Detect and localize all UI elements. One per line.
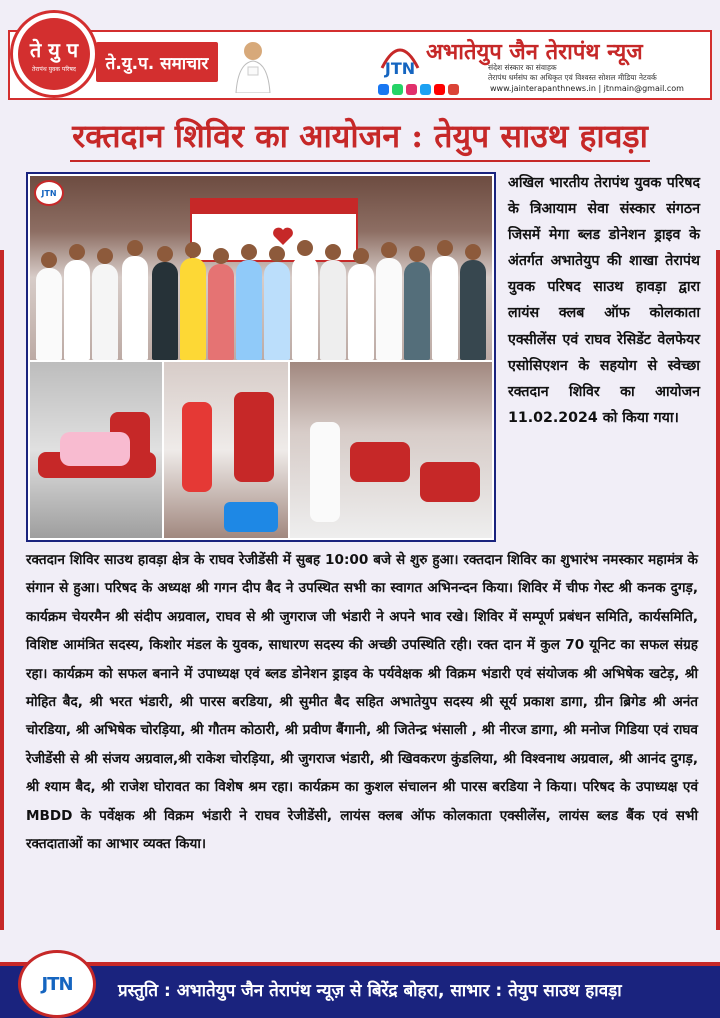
title-underline [70,160,650,162]
social-icons [378,84,459,95]
photo-collage [26,172,496,542]
acharya-portrait-icon [228,36,278,94]
donor-photo-right [290,362,492,538]
body-paragraph: रक्तदान शिविर साउथ हावड़ा क्षेत्र के राघव रेजीडेंसी में सुबह 10:00 बजे से शुरु हुआ। रक्तदान शिविर का शुभारंभ नमस्कार महामंत्र के संगान से हुआ। परिषद के अध्यक्ष श्री गगन दीप बैद ने उपस्थित सभी का स्वागत अभिनन्दन किया। शिविर में चीफ गेस्ट श्री कनक दुगड़, कार्यक्रम चेयरमैन श्री संदीप अग्रवाल, राघव से श्री जुगराज जी भंडारी ने अपने भाव रखे। शिविर में सम्पूर्ण प्रबंधन समिति, कार्यसमिति, विशिष्ट आमंत्रित सदस्य, किशोर मंडल के युवक, साधारण सदस्य की अच्छी उपस्थिति रही। रक्त दान में कुल 70 यूनिट का सफल संग्रह रहा। कार्यक्रम को सफल बनाने में उपाध्यक्ष एवं ब्लड डोनेशन ड्राइव के पर्यवेक्षक श्री विक्रम भंडारी एवं संयोजक श्री अभिषेक खटेड़, श्री मोहित बैद, श्री भरत भंडारी, श्री पारस बरडिया, श्री सुमीत बैद सहित अभातेयुप सदस्य श्री सूर्य प्रकाश डागा, ग्रीन ब्रिगेड श्री अनंत चोरडिया, श्री अभिषेक चोरड़िया, श्री गौतम कोठारी, श्री प्रवीण बैंगानी, श्री जितेन्द्र भंसाली , श्री नीरज डागा, श्री मनोज गिडिया एवं राघव रेजीडेंसी से श्री संजय अग्रवाल,श्री राकेश चोरड़िया, श्री जुगराज भंडारी, श्री खिवकरण कुंडलिया, श्री विश्वनाथ अग्रवाल, श्री आनंद दुगड़, श्री श्याम बैद, श्री राजेश घोरावत का विशेष श्रम रहा। कार्यक्रम का कुशल संचालन श्री पारस बरडिया ने किया। परिषद के उपाध्यक्ष एवं MBDD के पर्वेक्षक श्री विक्रम भंडारी ने राघव रेजीडेंसी, लायंस क्लब ऑफ कोलकाता एक्सीलेंस, लायंस ब्लड बैंक एवं सभी रक्तदाताओं का आभार व्यक्त किया। [26,552,698,853]
intro-paragraph: अखिल भारतीय तेरापंथ युवक परिषद के त्रिआयाम सेवा संस्कार संगठन जिसमें मेगा ब्लड डोनेशन ड्राइव के अंतर्गत अभातेयुप की शाखा तेरापंथ युवक परिषद साउथ हावड़ा द्वारा लायंस क्लब ऑफ कोलकाता एक्सीलेंस एवं राघव रेसिडेंट वेलफेयर एसोसिएशन के सहयोग से स्वेच्छा रक्तदान शिविर का आयोजन 11.02.2024 को किया गया। [508,175,700,426]
instagram-icon[interactable] [406,84,417,95]
right-accent-bar [716,250,720,930]
jtn-title: अभातेयुप जैन तेरापंथ न्यूज [426,39,643,65]
typ-logo-inner [18,18,90,90]
typ-logo-caption: तेरापंथ युवक परिषद [32,65,76,73]
left-accent-bar [0,250,4,930]
people-group [30,230,492,360]
jtn-brand [378,34,708,98]
page-title: रक्तदान शिविर का आयोजन : तेयुप साउथ हावड़ा [72,117,648,155]
group-photo [30,176,492,360]
donor-photo-middle [164,362,288,538]
facebook-icon[interactable] [378,84,389,95]
jtn-logo-icon [378,38,422,82]
twitter-icon[interactable] [420,84,431,95]
youtube-icon[interactable] [434,84,445,95]
typ-logo-text: ते यु प [29,37,79,62]
jtn-contact[interactable]: www.jainterapanthnews.in | jtnmain@gmail.com [490,84,684,93]
whatsapp-icon[interactable] [392,84,403,95]
samachar-label: ते.यु.प. समाचार [96,42,218,82]
watermark-logo: JTN [34,180,64,206]
header [0,0,720,110]
footer-jtn-logo [18,950,96,1018]
jtn-subline: तेरापंथ धर्मसंघ का अधिकृत एवं विश्वस्त सोशल मीडिया नेटवर्क [488,73,657,82]
donor-photo-left [30,362,162,538]
jtn-tagline: संदेश संस्कार का संवाहक [488,63,557,72]
footer-credit: प्रस्तुति : अभातेयुप जैन तेरापंथ न्यूज़ से बिरेंद्र बोहरा, साभार : तेयुप साउथ हावड़ा [118,981,622,1001]
jtn-logo-letters: JTN [384,59,416,78]
google-plus-icon[interactable] [448,84,459,95]
typ-logo [10,10,98,98]
footer-logo-letters: JTN [41,973,73,995]
